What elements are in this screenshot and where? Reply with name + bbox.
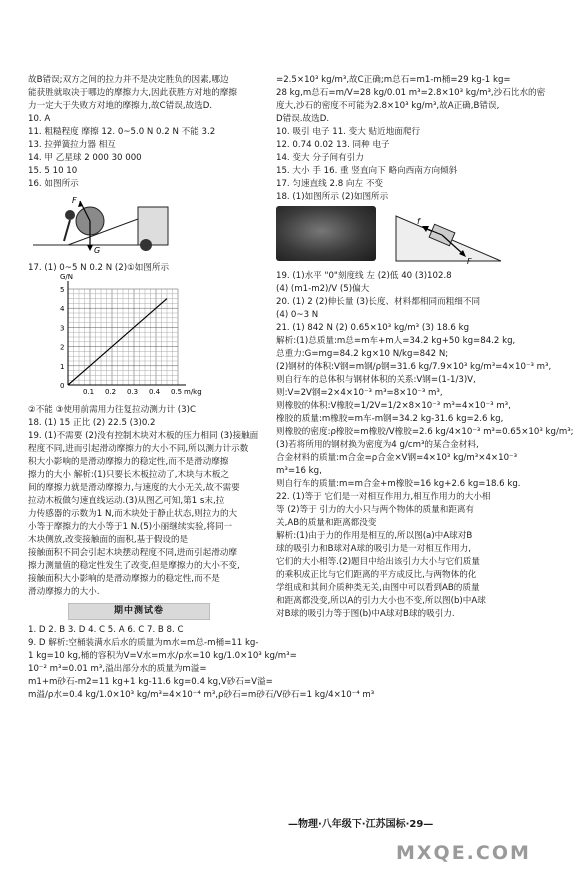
right-text-block-1 bbox=[276, 74, 546, 204]
text-line: 则自行车的总体积与钢材体积的关系:V钢=(1-1/3)V, bbox=[276, 375, 476, 385]
watermark: MXQE.COM bbox=[396, 842, 531, 864]
text-line: 学组成和其间介质种类无关,由图中可以看到AB的质量 bbox=[276, 583, 480, 593]
text-line: 和距离都没变,所以A的引力大小也不变,所以图(b)中A球 bbox=[276, 596, 486, 606]
text-line: 程度不同,进而引起滑动摩擦力的大小不同,所以测力计示数 bbox=[28, 444, 249, 454]
text-line: 等 (2)等于 引力的大小只与两个物体的质量和距离有 bbox=[276, 505, 475, 515]
text-line: 14. 变大 分子间有引力 bbox=[276, 153, 364, 163]
text-line: 18. (1) 15 正比 (2) 22.5 (3)0.2 bbox=[28, 418, 156, 428]
text-line: 20. (1) 2 (2)伸长量 (3)长度、材料都相同而粗细不同 bbox=[276, 297, 481, 307]
text-line: 15. 大小 手 16. 重 竖直向下 略向西南方向倾斜 bbox=[276, 166, 458, 176]
text-line: 10. A bbox=[28, 114, 51, 124]
text-line: ②不能 ③使用前需用力往复拉动测力计 (3)C bbox=[28, 405, 196, 415]
text-line: 则自行车的质量:m=m合金+m橡胶=16 kg+2.6 kg=18.6 kg. bbox=[276, 479, 521, 489]
page-footer: —物理·八年级下·江苏国标·29— bbox=[288, 819, 434, 830]
text-line: (2)钢材的体积:V钢=m钢/ρ钢=31.6 kg/7.9×10³ kg/m³=4×10⁻³ m³, bbox=[276, 362, 552, 372]
text-line: 间的摩擦力就是滑动摩擦力,与速度的大小无关,故不需要 bbox=[28, 483, 240, 493]
text-line: 故B错误;双方之间的拉力并不是决定胜负的因素,哪边 bbox=[28, 75, 229, 85]
text-line: 总重力:G=mg=84.2 kg×10 N/kg=842 N; bbox=[276, 349, 449, 359]
y-tick-label: 2 bbox=[60, 343, 65, 352]
text-line: 22. (1)等于 它们是一对相互作用力,相互作用力的大小相 bbox=[276, 492, 491, 502]
text-line: 能获胜就取决于哪边的摩擦力大,因此获胜方对地的摩擦 bbox=[28, 88, 237, 98]
x-axis-label: m/kg bbox=[184, 388, 202, 396]
text-line: 解析:(1)由于力的作用是相互的,所以图(a)中A球对B bbox=[276, 531, 473, 541]
text-line: 21. (1) 842 N (2) 0.65×10³ kg/m³ (3) 18.6 kg bbox=[276, 323, 470, 333]
force-G-label: G bbox=[94, 246, 101, 255]
x-tick-label: 0.4 bbox=[149, 388, 161, 396]
text-line: 擦力的大小 解析:(1)只要长木板拉动了,木块与木板之 bbox=[28, 470, 230, 480]
text-line: m³=16 kg, bbox=[276, 466, 322, 476]
text-line: 力传感器的示数为1 N,而木块处于静止状态,则拉力的大 bbox=[28, 509, 238, 519]
text-line: 对B球的吸引力等于图(b)中A球对B球的吸引力. bbox=[276, 609, 455, 619]
text-line: 滑动摩擦力的大小. bbox=[28, 587, 100, 597]
text-line: 1 kg=10 kg,桶的容积为V=V水=m水/ρ水=10 kg/1.0×10³ kg/m³= bbox=[28, 651, 297, 661]
text-line: D错误.故选D. bbox=[276, 114, 330, 124]
text-line: 10⁻² m³=0.01 m³,溢出部分水的质量为m溢= bbox=[28, 664, 207, 674]
text-line: 力一定大于失败方对地的摩擦力,故C错误,故选D. bbox=[28, 101, 213, 111]
text-line: 则橡胶的体积:V橡胶=1/2V=1/2×8×10⁻³ m³=4×10⁻³ m³, bbox=[276, 401, 511, 411]
text-line: 解析:(1)总质量:m总=m车+m人=34.2 kg+50 kg=84.2 kg, bbox=[276, 336, 516, 346]
figure-18 bbox=[276, 206, 516, 268]
right-text-block-2 bbox=[276, 270, 574, 621]
text-line: (3)若将所用的钢材换为密度为4 g/cm³的某合金材料, bbox=[276, 440, 479, 450]
text-line: 9. D 解析:空桶装满水后水的质量为m水=m总-m桶=11 kg- bbox=[28, 638, 259, 648]
text-line: 17. 匀速直线 2.8 向左 不变 bbox=[276, 179, 384, 189]
text-line: 19. (1)水平 "0"刻度线 左 (2)低 40 (3)102.8 bbox=[276, 271, 452, 281]
figure-17-graph bbox=[28, 273, 266, 402]
text-line: 12. 0.74 0.02 13. 同种 电子 bbox=[276, 140, 390, 150]
force-F-label-18: F bbox=[466, 257, 472, 266]
text-line: 则:V=2V钢=2×4×10⁻³ m³=8×10⁻³ m³, bbox=[276, 388, 443, 398]
text-line: 关,AB的质量和距离都没变 bbox=[276, 518, 377, 528]
question-17: 17. (1) 0~5 N 0.2 N (2)①如图所示 bbox=[28, 263, 170, 273]
right-column bbox=[276, 74, 574, 621]
y-tick-label: 3 bbox=[60, 324, 65, 333]
text-line: 的乘积成正比与它们距离的平方成反比,与两物体的化 bbox=[276, 570, 477, 580]
force-f-label-18: f bbox=[416, 217, 420, 226]
text-line: 擦力测量值的稳定性发生了改变,但是摩擦力的大小不变, bbox=[28, 561, 240, 571]
text-line: m1+m砂石-m2=11 kg+1 kg-11.6 kg=0.4 kg,V砂石=V溢= bbox=[28, 677, 273, 687]
y-axis-label: G/N bbox=[60, 273, 74, 281]
text-line: 10. 吸引 电子 11. 变大 贴近地面爬行 bbox=[276, 127, 421, 137]
text-line: 小等于摩擦力的大小等于1 N.(5)小丽继续实验,将同一 bbox=[28, 522, 233, 532]
figure-16 bbox=[28, 193, 266, 260]
left-text-block-1 bbox=[28, 74, 266, 191]
text-line: (4) (m1-m2)/V (5)偏大 bbox=[276, 284, 370, 294]
text-line: 11. 粗糙程度 摩擦 12. 0~5.0 N 0.2 N 不能 3.2 bbox=[28, 127, 216, 137]
text-line: 14. 甲 乙星球 2 000 30 000 bbox=[28, 153, 142, 163]
text-line: 则橡胶的密度:ρ橡胶=m橡胶/V橡胶=2.6 kg/4×10⁻³ m³=0.65×10³ kg/m³; bbox=[276, 427, 574, 437]
g-m-graph bbox=[28, 273, 258, 397]
text-line: 木块侧放,改变接触面的面积,基于假设的是 bbox=[28, 535, 189, 545]
text-line: 它们的大小相等.(2)题目中给出该引力大小与它们质量 bbox=[276, 557, 480, 567]
text-line: 合金材料的质量:m合金=ρ合金×V钢=4×10³ kg/m³×4×10⁻³ bbox=[276, 453, 518, 463]
left-text-block-3 bbox=[28, 624, 375, 702]
text-line: 19. (1)不需要 (2)没有控制木块对木板的压力相同 (3)接触面 bbox=[28, 431, 259, 441]
text-line: 拉动木板做匀速直线运动.(3)从图乙可知,第1 s末,拉 bbox=[28, 496, 225, 506]
text-line: 16. 如图所示 bbox=[28, 179, 79, 189]
force-F-label: F bbox=[72, 196, 77, 205]
text-line: 18. (1)如图所示 (2)如图所示 bbox=[276, 192, 389, 202]
midterm-banner: 期中测试卷 bbox=[68, 603, 210, 620]
text-line: 28 kg,m总石=m/V=28 kg/0.01 m³=2.8×10³ kg/m³,沙石比水的密 bbox=[276, 88, 546, 98]
y-tick-label: 0 bbox=[60, 382, 65, 390]
y-tick-label: 4 bbox=[60, 305, 65, 314]
figure-16-drawing bbox=[28, 193, 178, 255]
text-line: 15. 5 10 10 bbox=[28, 166, 78, 176]
text-line: 橡胶的质量:m橡胶=m车-m钢=34.2 kg-31.6 kg=2.6 kg, bbox=[276, 414, 504, 424]
text-line: =2.5×10³ kg/m³,故C正确;m总石=m1-m桶=29 kg-1 kg= bbox=[276, 75, 511, 85]
x-tick-label: 0.2 bbox=[105, 388, 117, 396]
text-line: 13. 拉弹簧拉力器 相互 bbox=[28, 140, 116, 150]
x-tick-label: 0.1 bbox=[83, 388, 95, 396]
text-line: m溢/ρ水=0.4 kg/1.0×10³ kg/m³=4×10⁻⁴ m³,ρ砂石=m砂石/V砂石=1 kg/4×10⁻⁴ m³ bbox=[28, 690, 375, 700]
y-tick-label: 1 bbox=[60, 362, 65, 371]
figure-18-1-photo bbox=[276, 206, 376, 261]
text-line: 球的吸引力和B球对A球的吸引力是一对相互作用力, bbox=[276, 544, 471, 554]
text-line: 1. D 2. B 3. D 4. C 5. A 6. C 7. B 8. C bbox=[28, 625, 184, 635]
left-text-block-2 bbox=[28, 404, 266, 599]
text-line: 接触面积大小影响的是滑动摩擦力的稳定性,而不是 bbox=[28, 574, 220, 584]
y-tick-label: 5 bbox=[60, 286, 65, 294]
x-tick-label: 0.3 bbox=[127, 388, 139, 396]
text-line: 度大,沙石的密度不可能为2.8×10³ kg/m³,故A正确,B错误, bbox=[276, 101, 500, 111]
x-tick-label: 0.5 bbox=[171, 388, 183, 396]
text-line: 接触面积不同会引起木块摆动程度不同,进而引起滑动摩 bbox=[28, 548, 237, 558]
figure-18-2-incline bbox=[391, 206, 511, 266]
text-line: 积大小影响的是滑动摩擦力的稳定性,而不是滑动摩擦 bbox=[28, 457, 229, 467]
text-line: (4) 0~3 N bbox=[276, 310, 319, 320]
